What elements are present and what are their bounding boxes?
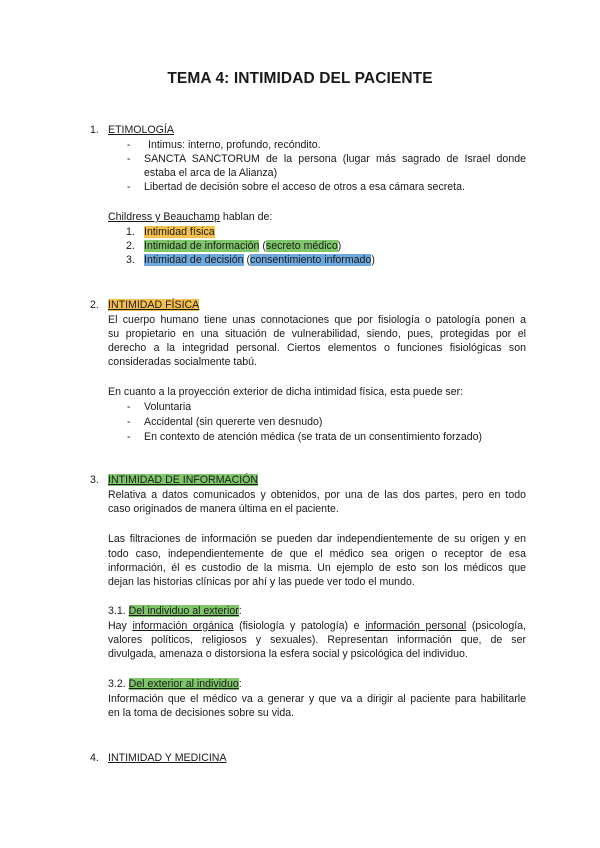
page-title: TEMA 4: INTIMIDAD DEL PACIENTE <box>167 70 433 87</box>
paragraph-line: su propietario en una situación de vulnerabilidad, siendo, pues, protegidas por el <box>108 328 526 340</box>
paragraph-line <box>108 619 526 633</box>
bullet: - <box>127 139 131 151</box>
paragraph-line: Relativa a datos comunicados y obtenidos, por una de las dos partes, pero en todo <box>108 489 526 501</box>
bullet: - <box>127 401 131 413</box>
highlight-green: Del individuo al exterior <box>128 605 239 617</box>
section-4-heading: INTIMIDAD Y MEDICINA <box>108 752 227 764</box>
list-item: Libertad de decisión sobre el acceso de otros a esa cámara secreta. <box>144 181 465 193</box>
paragraph-line: Las filtraciones de información se pueden dar independientemente de su origen y en <box>108 533 526 545</box>
list-item-continuation: estaba el arca de la Alianza) <box>144 167 278 179</box>
numbered-item-physical <box>144 225 215 239</box>
subsection-number: 3.1. <box>108 605 126 617</box>
list-item: Voluntaria <box>144 401 192 413</box>
list-number: 3. <box>126 254 135 266</box>
section-1-number: 1. <box>90 124 99 136</box>
text-run: (fisiología y patología) e <box>233 620 366 632</box>
paren-close: ) <box>337 240 342 252</box>
highlight-green: INTIMIDAD DE INFORMACIÓN <box>108 474 259 486</box>
bullet: - <box>127 153 131 165</box>
paren-close: ) <box>371 254 375 266</box>
list-number: 1. <box>126 226 135 238</box>
subsection-3-1-heading <box>108 604 242 618</box>
paragraph-line: En cuanto a la proyección exterior de dicha intimidad física, esta puede ser: <box>108 386 464 398</box>
highlight-green: Del exterior al individuo <box>128 678 239 690</box>
highlight-orange: Intimidad física <box>144 226 215 238</box>
paragraph-line: El cuerpo humano tiene unas connotaciones que por fisiología o patología ponen a <box>108 314 526 326</box>
paragraph-line: valores políticos, religiosos y sexuales). Representan información que, de ser <box>108 634 526 646</box>
underlined-term: información orgánica <box>132 620 234 632</box>
numbered-item-decision <box>144 253 375 267</box>
authors-line <box>108 210 272 224</box>
paragraph-line: en la toma de decisiones sobre su vida. <box>108 707 295 719</box>
text-run: (psicología, <box>466 620 526 632</box>
paragraph-line: dejan las historias clínicas por ahí y las puede ver todo el mundo. <box>108 576 415 588</box>
paragraph-line: caso originados de manera última en el paciente. <box>108 503 339 515</box>
paragraph-line: divulgada, amenaza o distorsiona la esfera social y psicológica del individuo. <box>108 648 468 660</box>
subsection-3-2-heading <box>108 677 242 691</box>
section-3-heading <box>108 473 258 487</box>
highlight-blue: consentimiento informado <box>250 254 372 266</box>
paragraph-line: derecho a la integridad personal. Ciertos elementos o funciones fisiológicas son <box>108 342 526 354</box>
section-2-number: 2. <box>90 299 99 311</box>
authors-suffix: hablan de: <box>219 211 273 223</box>
list-number: 2. <box>126 240 135 252</box>
numbered-item-information <box>144 239 341 253</box>
authors-name: Childress y Beauchamp <box>108 211 220 223</box>
list-item: Intimus: interno, profundo, recóndito. <box>148 139 321 151</box>
paren-open: ( <box>243 254 251 266</box>
highlight-green: Intimidad de información <box>144 240 260 252</box>
paragraph-line: todo caso, independientemente de que el médico sea origen o receptor de esa <box>108 548 526 560</box>
colon: : <box>238 605 242 617</box>
colon: : <box>238 678 242 690</box>
bullet: - <box>127 416 131 428</box>
section-2-heading <box>108 298 199 312</box>
paren-open: ( <box>259 240 266 252</box>
highlight-green: secreto médico <box>265 240 338 252</box>
section-1-heading: ETIMOLOGÍA <box>108 124 174 136</box>
paragraph-line: consideradas socialmente tabú. <box>108 356 257 368</box>
paragraph-line: información, él es custodio de la misma. Un ejemplo de esto son los médicos que <box>108 562 526 574</box>
list-item: SANCTA SANCTORUM de la persona (lugar más sagrado de Israel donde <box>144 153 526 165</box>
underlined-term: información personal <box>365 620 467 632</box>
subsection-number: 3.2. <box>108 678 126 690</box>
bullet: - <box>127 431 131 443</box>
bullet: - <box>127 181 131 193</box>
section-4-number: 4. <box>90 752 99 764</box>
list-item: En contexto de atención médica (se trata de un consentimiento forzado) <box>144 431 483 443</box>
list-item: Accidental (sin quererte ven desnudo) <box>144 416 323 428</box>
highlight-orange: INTIMIDAD FÍSICA <box>108 299 200 311</box>
text-run: Hay <box>108 620 133 632</box>
highlight-blue: Intimidad de decisión <box>144 254 244 266</box>
paragraph-line: Información que el médico va a generar y que va a dirigir al paciente para habilitarle <box>108 693 526 705</box>
section-3-number: 3. <box>90 474 99 486</box>
